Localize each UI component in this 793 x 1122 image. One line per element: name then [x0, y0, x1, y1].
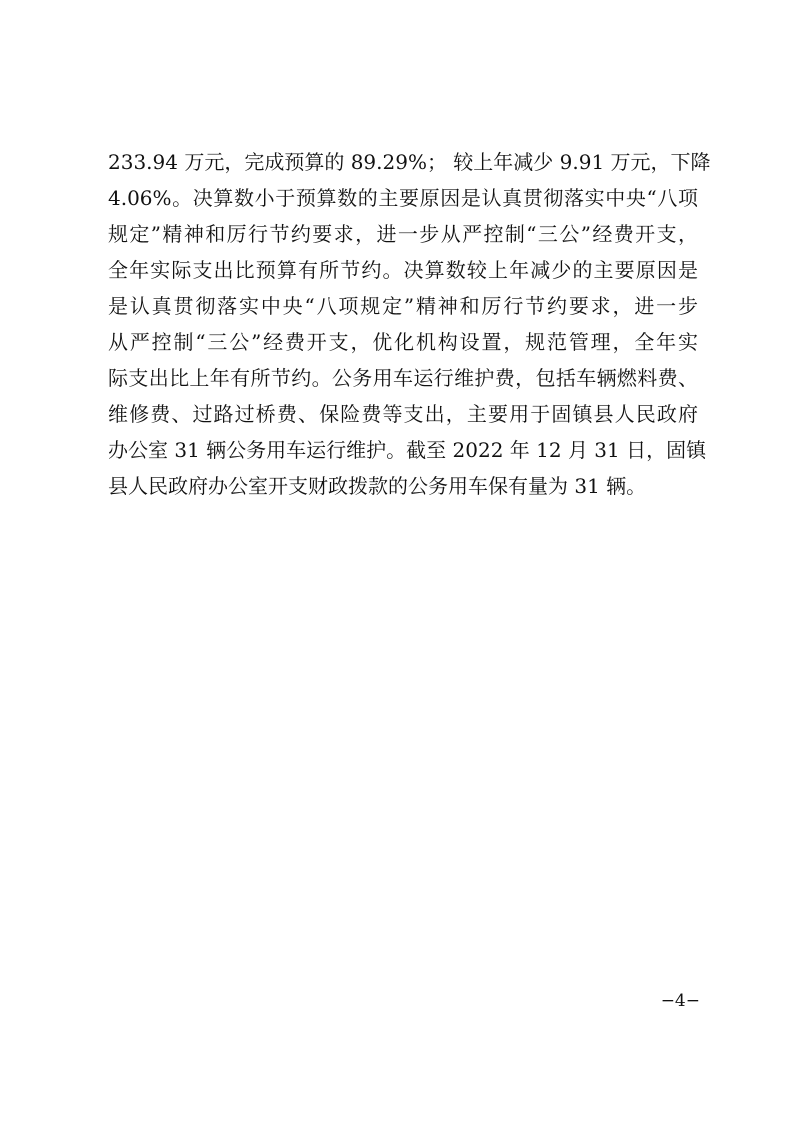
text-line: 4.06%。决算数小于预算数的主要原因是认真贯彻落实中央“八项 — [108, 186, 698, 210]
body-paragraph — [108, 144, 711, 504]
text-line: 规定”精神和厉行节约要求，进一步从严控制“三公”经费开支， — [108, 222, 698, 246]
text-line: 维修费、过路过桥费、保险费等支出，主要用于固镇县人民政府 — [108, 402, 698, 426]
text-line: 际支出比上年有所节约。公务用车运行维护费，包括车辆燃料费、 — [108, 366, 698, 390]
text-line: 是认真贯彻落实中央“八项规定”精神和厉行节约要求，进一步 — [108, 294, 698, 318]
text-line: 办公室 31 辆公务用车运行维护。截至 2022 年 12 月 31 日，固镇 — [108, 438, 707, 462]
text-line: 县人民政府办公室开支财政拨款的公务用车保有量为 31 辆。 — [108, 474, 647, 498]
page-number: −4− — [660, 991, 700, 1011]
text-line: 全年实际支出比预算有所节约。决算数较上年减少的主要原因是 — [108, 258, 698, 282]
text-line: 233.94 万元，完成预算的 89.29%； 较上年减少 9.91 万元，下降 — [108, 150, 711, 174]
text-line: 从严控制“三公”经费开支，优化机构设置，规范管理，全年实 — [108, 330, 698, 354]
